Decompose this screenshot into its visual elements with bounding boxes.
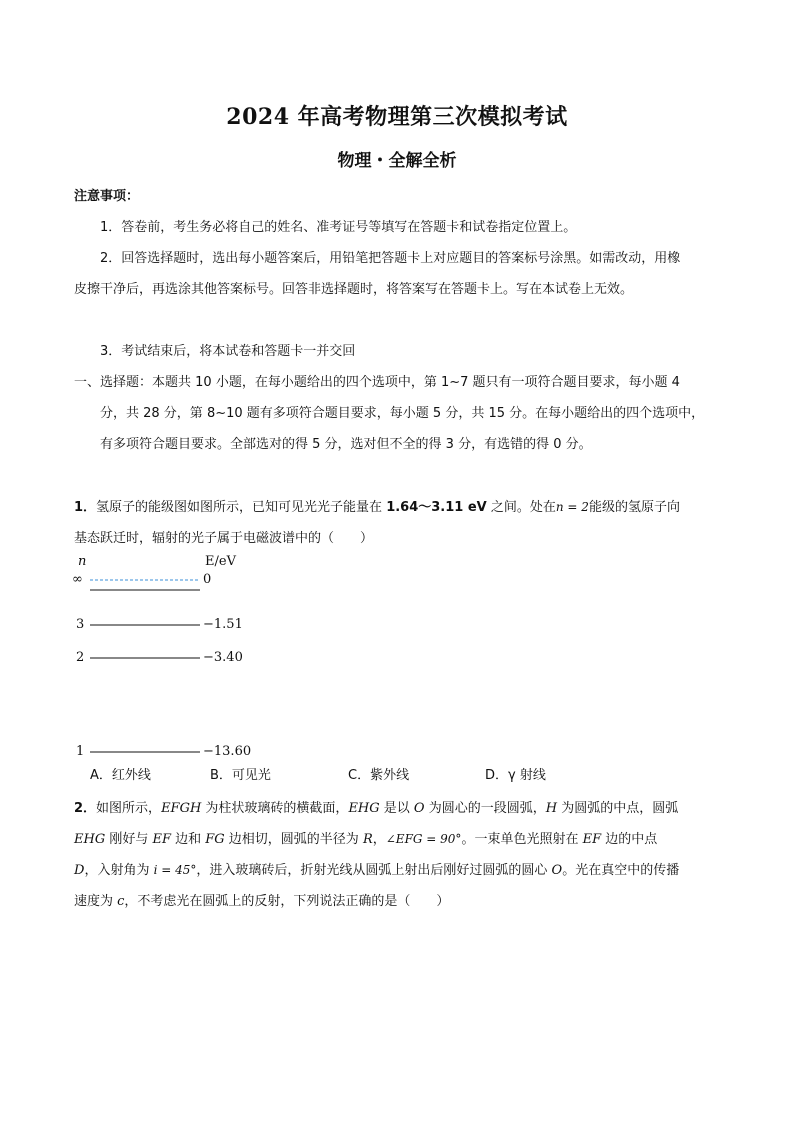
- q2-s6: 刚好与: [105, 832, 153, 847]
- q2-fg: FG: [205, 832, 225, 847]
- q2-s15: ，不考虑光在圆弧上的反射，下列说法正确的是（ ）: [124, 894, 450, 909]
- page-subtitle: 物理・全解全析: [337, 151, 457, 171]
- diagram-energy-header: E/eV: [205, 554, 236, 569]
- energy-level-diagram: [60, 548, 360, 768]
- q2-r: R: [362, 832, 373, 847]
- q2-c: c: [117, 894, 125, 909]
- q2-s11: 边的中点: [601, 832, 658, 847]
- level-n-2: 2: [76, 650, 85, 665]
- notice-item-1: 1．答卷前，考生务必将自己的姓名、准考证号等填写在答题卡和试卷指定位置上。: [100, 220, 577, 235]
- q2-o1: O: [413, 801, 425, 816]
- q2-s5: 为圆弧的中点，圆弧: [557, 801, 679, 816]
- q2-s3: 是以: [379, 801, 414, 816]
- question-1-option-a[interactable]: A．红外线: [90, 768, 151, 783]
- q2-s8: 边相切，圆弧的半径为: [224, 832, 363, 847]
- question-1-n-eq: n = 2: [555, 500, 589, 514]
- question-1-text-a: 氢原子的能级图如图所示，已知可见光光子能量在: [96, 500, 387, 515]
- question-1-option-d[interactable]: D．γ 射线: [485, 768, 546, 783]
- question-1-text-c: 能级的氢原子向基态跃迁时，辐射的光子属于电磁波谱中的（ ）: [74, 500, 680, 546]
- level-n-1: 1: [76, 744, 85, 759]
- q2-s14: 。光在真空中的传播速度为: [74, 863, 680, 909]
- q2-s2: 为柱状玻璃砖的横截面，: [201, 801, 349, 816]
- level-n-3: 3: [76, 617, 85, 632]
- section-1-text: 本题共 10 小题，在每小题给出的四个选项中，第 1~7 题只有一项符合题目要求，每小题 4 分，共 28 分，第 8~10 题有多项符合题目要求，每小题 5 分，共 15 分。在每小题给出的四个选项中，有多项符合题目要求。全部选对的得 5 分，选对但不全的得 3 分，有选错的得 0 分。: [100, 375, 705, 452]
- q2-ehg: EHG: [348, 801, 380, 816]
- q2-s4: 为圆心的一段圆弧，: [424, 801, 546, 816]
- q2-s1: 如图所示，: [96, 801, 162, 816]
- level-e-3: −1.51: [203, 617, 243, 632]
- q2-s9: ，: [372, 832, 386, 847]
- question-2-stem: [74, 793, 684, 917]
- q2-s7: 边和: [171, 832, 206, 847]
- question-1-text-b: 之间。处在: [486, 500, 556, 515]
- question-2-number: 2．: [74, 801, 97, 816]
- q2-h: H: [545, 801, 558, 816]
- page-title: 2024 年高考物理第三次模拟考试: [226, 104, 568, 130]
- notice-heading: 注意事项：: [74, 189, 140, 204]
- question-1-option-b[interactable]: B．可见光: [210, 768, 271, 783]
- q2-ef2: EF: [582, 832, 602, 847]
- level-e-1: −13.60: [203, 744, 252, 759]
- question-1-number: 1．: [74, 500, 97, 515]
- q2-efgh: EFGH: [161, 801, 202, 816]
- q2-incident-angle: i = 45°: [153, 863, 197, 877]
- q2-s12: ，入射角为: [84, 863, 154, 878]
- question-1-option-c[interactable]: C．紫外线: [348, 768, 410, 783]
- q2-ehg2: EHG: [74, 832, 106, 847]
- notice-item-3: 3．考试结束后，将本试卷和答题卡一并交回: [100, 344, 356, 359]
- level-n-infinity: ∞: [72, 572, 83, 587]
- question-1-options: [90, 764, 690, 786]
- q2-ef: EF: [152, 832, 171, 847]
- section-1-heading: 一、选择题：: [74, 375, 153, 390]
- level-e-2: −3.40: [203, 650, 243, 665]
- q2-s10: 。一束单色光照射在: [461, 832, 583, 847]
- q2-angle: ∠EFG = 90°: [385, 832, 462, 846]
- diagram-n-header: n: [78, 554, 87, 569]
- q2-d: D: [74, 863, 85, 878]
- section-1-instructions: [74, 367, 710, 460]
- question-1-stem: [74, 492, 684, 554]
- question-1-range: 1.64～3.11 eV: [386, 500, 487, 515]
- level-e-infinity: 0: [203, 572, 212, 587]
- q2-o2: O: [551, 863, 563, 878]
- q2-s13: ，进入玻璃砖后，折射光线从圆弧上射出后刚好过圆弧的圆心: [196, 863, 552, 878]
- notice-item-2: 2．回答选择题时，选出每小题答案后，用铅笔把答题卡上对应题目的答案标号涂黑。如需改动，用橡皮擦干净后，再选涂其他答案标号。回答非选择题时，将答案写在答题卡上。写在本试卷上无效。: [74, 251, 681, 297]
